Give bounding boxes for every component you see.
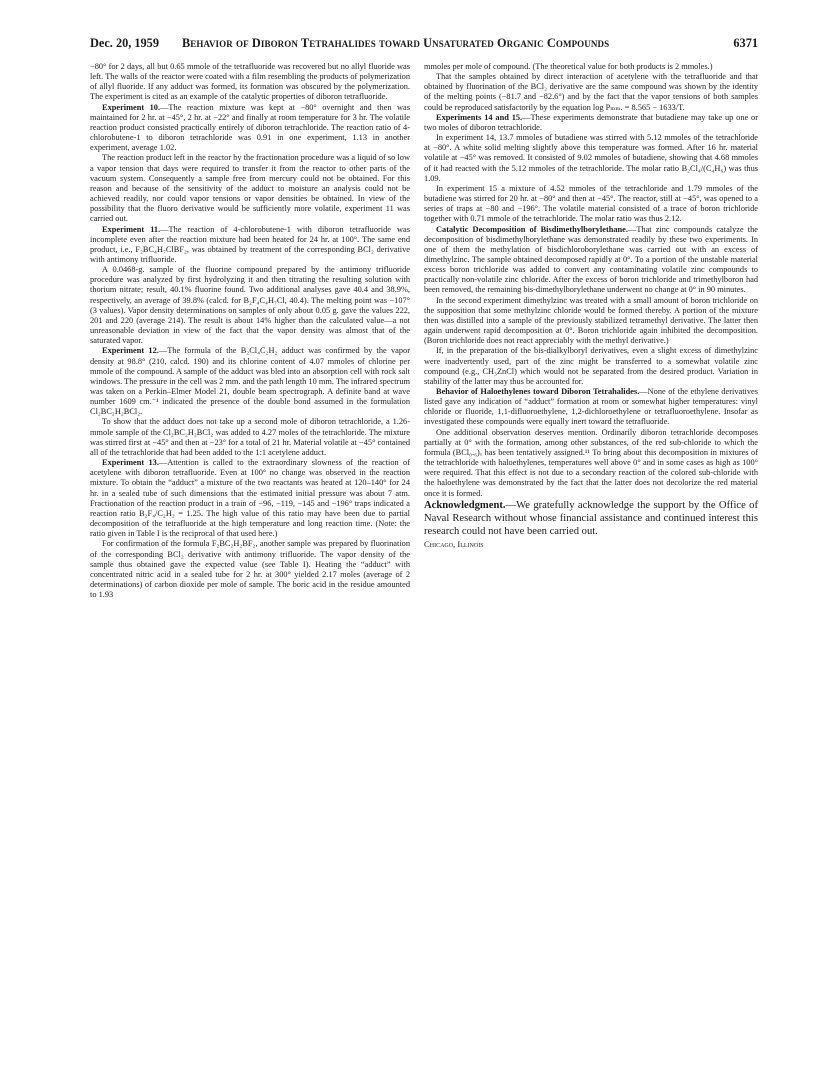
right-column-paragraphs (424, 62, 758, 499)
left_column-paragraph (90, 539, 410, 600)
paragraph-text: mmoles per mole of compound. (The theoretical value for both products is 2 mmoles.) (424, 62, 713, 71)
paragraph-text: In experiment 14, 13.7 mmoles of butadiene was stirred with 5.12 mmoles of the tetrachloride at −80°. A white solid melting slightly above this temperature was formed. After 16 hr. material volatile at −45° was removed. It consisted of 9.02 mmoles of butadiene, showing that 4.68 mmoles of it had reacted with the 5.12 mmoles of the tetrachloride. The molar ratio B₂Cl₄/(C₄H₆) was thus 1.09. (424, 133, 758, 183)
header-date: Dec. 20, 1959 (90, 36, 159, 50)
journal-page (90, 34, 758, 1044)
section-run-in-heading: Experiment 13. (102, 458, 159, 468)
right_column-paragraph (424, 387, 758, 428)
left_column-paragraph (90, 153, 410, 224)
right_column-paragraph (424, 184, 758, 225)
paragraph-text: For confirmation of the formula F₂BC₂H₂BF₂, another sample was prepared by fluorination of the corresponding BCl₂ derivative with antimony trifluoride. The vapor density of the sample thus obtained gave the expected value (see Table I). Heating the “adduct” with concentrated nitric acid in a sealed tube for 2 hr. at 300° yielded 2.17 moles (average of 2 determinations) of carbon dioxide per mole of sample. The boric acid in the residue amounted to 1.93 (90, 539, 410, 600)
acknowledgment (424, 499, 758, 539)
paragraph-text: In the second experiment dimethylzinc was treated with a small amount of boron trichloride on the supposition that some methylzinc chloride would be formed thereby. A portion of the mixture then was distilled into a sample of the previously stabilized tetramethyl derivative. The latter then again underwent rapid decomposition at 0°. Boron trichloride again inhibited the decomposition. (Boron trichloride does not react appreciably with the methyl derivative.) (424, 295, 758, 346)
right_column-paragraph (424, 428, 758, 499)
right_column-paragraph (424, 296, 758, 347)
paragraph-text: One additional observation deserves mention. Ordinarily diboron tetrachloride decomposes partially at 0° with the formation, among other substances, of the red sub-chloride to which the formula (BCl₀.₆)ₓ has been tentatively assigned.¹¹ To bring about this decomposition in mixtures of the tetrachloride with haloethylenes, temperatures well above 0° and in some cases as high as 100° were required. That this effect is not due to a secondary reaction of the colored sub-chloride with the haloethylene was demonstrated by the fact that the latter does not decolorize the red material once it is formed. (424, 427, 758, 498)
left_column-paragraph (90, 103, 410, 154)
acknowledgment-text: —We gratefully acknowledge the support by the Office of Naval Research without whose financial assistance and continued interest this research could not have been carried out. (424, 499, 758, 538)
left_column-paragraph (90, 225, 410, 266)
paragraph-text: To show that the adduct does not take up a second mole of diboron tetrachloride, a 1.26-mmole sample of the Cl₂BC₂H₂BCl₂ was added to 4.27 moles of the tetrachloride. The mixture was stirred first at −45° and then at −23° for a total of 21 hr. Material volatile at −45° contained all of the tetrachloride that had been added to the 1:1 acetylene adduct. (90, 417, 410, 457)
paragraph-text: —None of the ethylene derivatives listed gave any indication of “adduct” formation at room or somewhat higher temperatures: vinyl chloride or fluoride, 1,1-difluoroethylene, 1,2-dichloroethylene or tetrafluoroethylene. Insofar as investigated these compounds were equally inert toward the tetrafluoride. (424, 387, 758, 427)
header-title: Behavior of Diboron Tetrahalides toward Unsaturated Organic Compounds (182, 36, 610, 50)
left_column-paragraph (90, 346, 410, 417)
running-header (90, 34, 758, 54)
paragraph-text: —That zinc compounds catalyze the decomposition of bisdimethylborylethane was demonstrated readily by these two experiments. In one of them the methylation of bisdichloroborylethane was carried out with an excess of dimethylzinc. The sample obtained decomposed rapidly at 0°. To a portion of the unstable material excess boron trichloride was added to convert any contaminating volatile zinc compounds to practically non-volatile zinc chloride. After the excess of boron trichloride and trimethylboron had been removed, the remaining bis-dimethylborylethane underwent no change at 0° in 90 minutes. (424, 224, 758, 295)
section-run-in-heading: Experiment 12. (102, 346, 159, 356)
paragraph-text: The reaction product left in the reactor by the fractionation procedure was a liquid of so low a vapor tension that days were required to transfer it from the reactor to other parts of the vacuum system. Consequently a sample free from mercury could not be obtained. For this reason and because of the sensitivity of the adduct to moisture an analysis could not be achieved readily, nor could vapor tensions or vapor densities be obtained. In view of the possibility that the fluoro derivative would be sufficiently more volatile, experiment 11 was carried out. (90, 153, 410, 224)
paragraph-text: If, in the preparation of the bis-dialkylboryl derivatives, even a slight excess of dimethylzinc were inadvertently used, part of the zinc might be transferred to a somewhat volatile zinc compound (e.g., CH₃ZnCl) which would not be separated from the desired product. Variation in stability of the latter may thus be accounted for. (424, 346, 758, 386)
paragraph-text: −80° for 2 days, all but 0.65 mmole of the tetrafluoride was recovered but no allyl fluoride was left. The walls of the reactor were coated with a film resembling the products of polymerization of allyl fluoride. If any adduct was formed, its formation was obscured by the polymerization. The experiment is cited as an example of the catalytic properties of diboron tetrafluoride. (90, 62, 410, 102)
right_column-paragraph (424, 113, 758, 133)
paragraph-text: That the samples obtained by direct interaction of acetylene with the tetrafluoride and that obtained by fluorination of the BCl₂ derivative are the same compound was shown by the identity of the melting points (−81.7 and −82.6°) and by the fact that the vapor tensions of both samples could be reproduced satisfactorily by the equation log Pₘₘ. = 8.565 − 1633/T. (424, 72, 758, 112)
paragraph-text: —Attention is called to the extraordinary slowness of the reaction of acetylene with diboron tetrafluoride. Even at 100° no change was observed in the reaction mixture. To obtain the “adduct” a mixture of the two reactants was heated at 120–140° for 24 hr. in a sealed tube of such dimensions that the estimated initial pressure was about 7 atm. Fractionation of the reaction product in a train of −96, −119, −145 and −196° traps indicated a reaction ratio B₂F₄/C₂H₂ = 1.25. The high value of this ratio may have been due to partial decomposition of the tetrafluoride at the high temperature and long reaction time. (Note: the ratio given in Table I is the reciprocal of that used here.) (90, 458, 410, 539)
section-run-in-heading: Catalytic Decomposition of Bisdimethylborylethane. (436, 224, 628, 234)
right_column-paragraph (424, 62, 758, 72)
section-run-in-heading: Experiment 11. (102, 224, 161, 234)
right_column-paragraph (424, 225, 758, 296)
section-run-in-heading: Experiment 10. (102, 102, 161, 112)
paragraph-text: —The reaction of 4-chlorobutene-1 with diboron tetrafluoride was incomplete even after the reaction mixture had been heated for 24 hr. at 100°. The same end product, i.e., F₂BC₄H₇ClBF₂, was obtained by treatment of the corresponding BCl₂ derivative with antimony trifluoride. (90, 224, 410, 264)
left_column-paragraph (90, 458, 410, 539)
section-run-in-heading: Behavior of Haloethylenes toward Diboron Tetrahalides. (436, 387, 640, 396)
right_column-paragraph (424, 133, 758, 184)
author-location: Chicago, Illinois (424, 538, 484, 549)
left_column-paragraph (90, 417, 410, 458)
right_column-paragraph (424, 346, 758, 387)
paragraph-text: In experiment 15 a mixture of 4.52 mmoles of the tetrachloride and 1.79 mmoles of the butadiene was stirred for 20 hr. at −80° and then at −45°. The reactor, still at −45°, was opened to a series of traps at −80 and −196°. The volatile material consisted of a trace of boron trichloride together with 0.71 mmole of the tetrachloride. The molar ratio was thus 2.12. (424, 183, 758, 224)
section-run-in-heading: Experiments 14 and 15. (436, 112, 523, 122)
paragraph-text: —These experiments demonstrate that butadiene may take up one or two moles of diboron tetrachloride. (424, 112, 758, 132)
left_column-paragraph (90, 62, 410, 103)
page-number: 6371 (733, 36, 758, 50)
right_column-paragraph (424, 72, 758, 113)
paragraph-text: —The formula of the B₂Cl₄C₂H₂ adduct was confirmed by the vapor density at 98.8° (210, calcd. 190) and its chlorine content of 4.07 mmoles of chlorine per mmole of the compound. A sample of the adduct was bled into an absorption cell with rock salt windows. The pressure in the cell was 2 mm. and the path length 10 mm. The infrared spectrum was taken on a Perkin–Elmer Model 21, double beam spectrograph. A definite band at wave number 1609 cm.⁻¹ indicated the presence of the double bond assumed in the formulation Cl₂BC₂H₂BCl₂. (90, 346, 410, 417)
paragraph-text: —The reaction mixture was kept at −80° overnight and then was maintained for 2 hr. at −45°, 2 hr. at −22° and finally at room temperature for 3 hr. The volatile reaction product consisted practically entirely of diboron tetrachloride. The reaction ratio of 4-chlorobutene-1 to diboron tetrachloride was 0.91 in one experiment, 1.13 in another experiment, average 1.02. (90, 102, 410, 153)
left_column-paragraph (90, 265, 410, 346)
acknowledgment-heading: Acknowledgment. (424, 499, 506, 511)
right-column (424, 62, 758, 549)
left-column (90, 62, 410, 600)
paragraph-text: A 0.0468-g. sample of the fluorine compound prepared by the antimony trifluoride procedure was analyzed by first hydrolyzing it and then titrating the resulting solution with thorium nitrate; result, 40.1% fluorine found. Two additional analyses gave 40.4 and 38.9%, respectively, an average of 39.8% (calcd. for B₂F₄C₄H₇Cl, 40.4). The melting point was −107° (3 values). Vapor density determinations on samples of only about 0.05 g. gave the values 222, 201 and 220 (average 214). The result is about 14% higher than the calculated value—a not unreasonable deviation in view of the fact that the vapor density was almost that of the saturated vapor. (90, 265, 410, 346)
